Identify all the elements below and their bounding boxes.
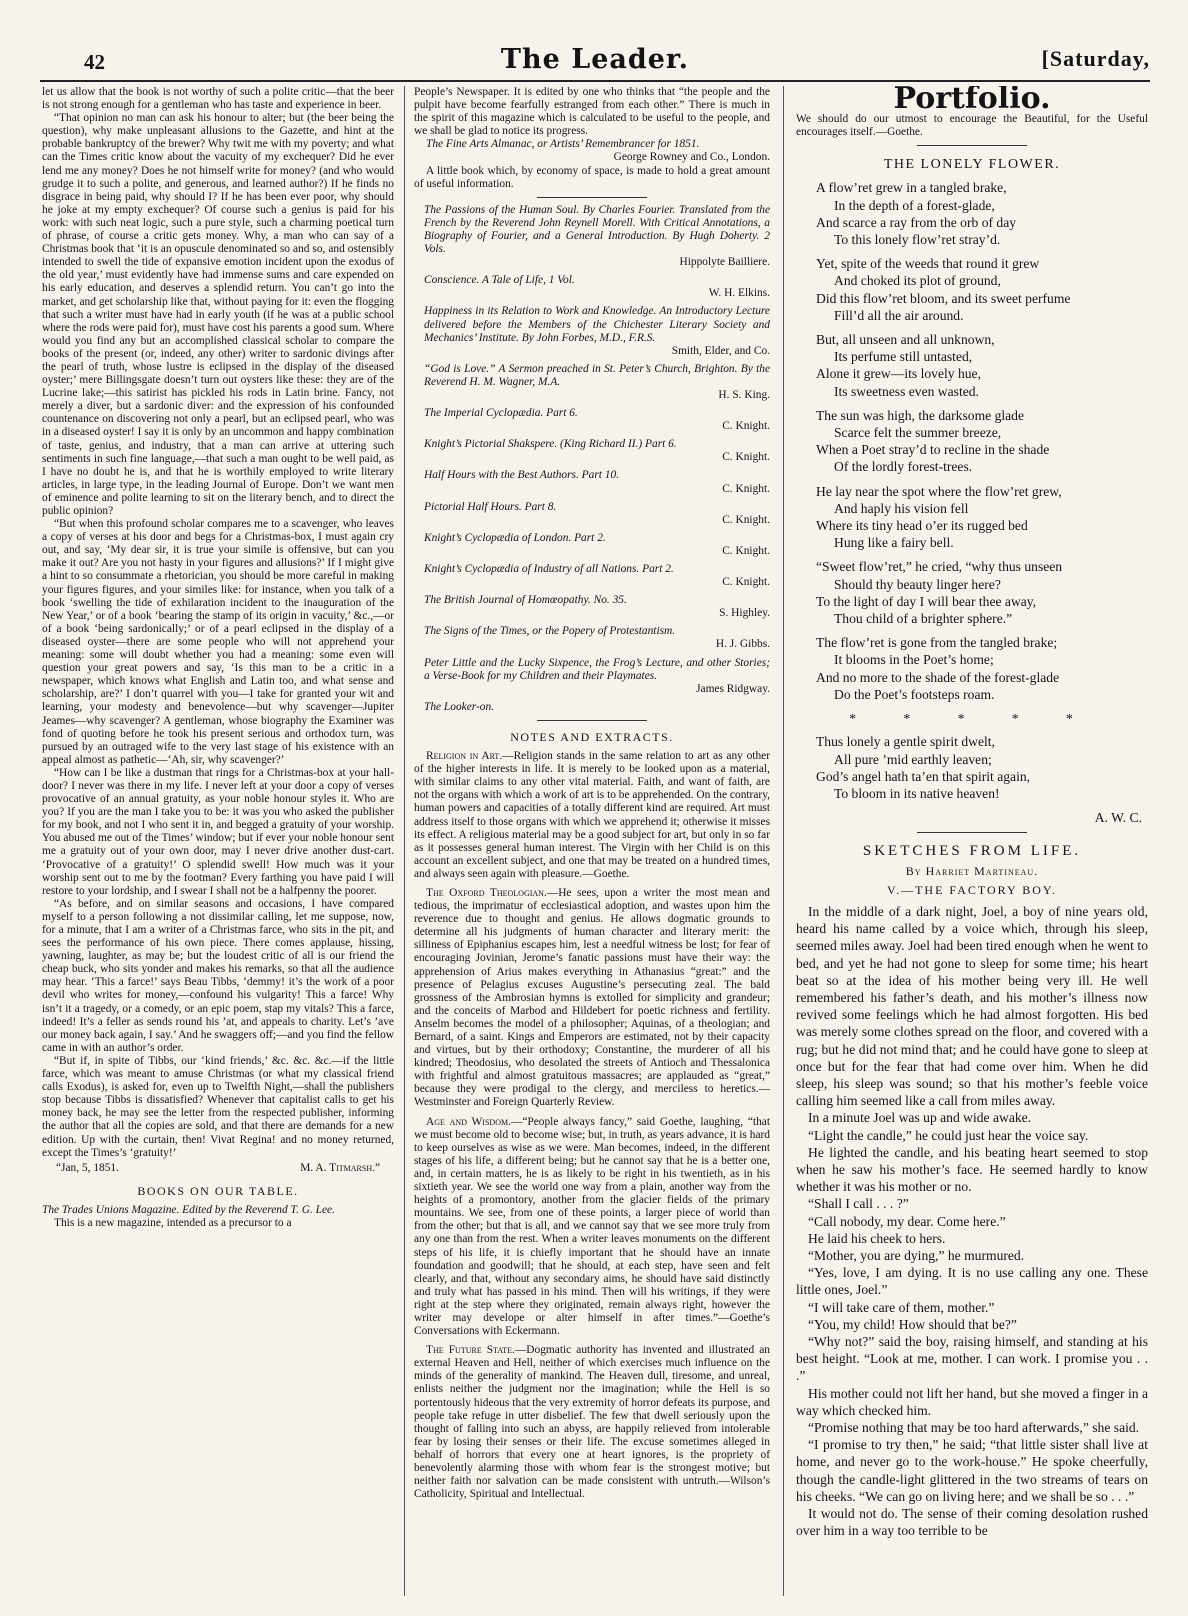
issue-day: [Saturday, (1041, 46, 1150, 71)
note-paragraph (414, 750, 770, 881)
book-entry (414, 469, 770, 495)
column-divider (404, 86, 405, 1596)
article-paragraph: “But when this profound scholar compares me to a scavenger, who leaves a copy of verses at his door and begs for a Christmas-box, I must again cry out, and say, ‘My dear sir, it is true your simile is offensive, but can you make it out? Are you not hasty in your figures and allusions?’ If I might give a hint to so consummate a rhetorician, you should be more careful in making your figures figures, and your similes like: for instance, when you talk of a book ‘swelling the tide of exhilaration incident to the inauguration of the New Year,’ or of a book ‘bearing the stamp of its origin in vacuity,’ &c.,—or of a book ‘being sardonically;’ or of a pearl eclipsed in the display of a diseased oyster—there are some people who will not apprehend your meaning: some will doubt whether you had a meaning: some even will question your great powers and say, ‘Is this man to be a critic in a newspaper, which knows what English and Latin too, and what sense and scholarship, are?’ I don’t quarrel with you—I take for granted your wit and learning, your modesty and benevolence—but why scavenger—Jupiter Jeames—why scavenger? A gentleman, whose biography the Examiner was fond of quoting before he took his present serious and orthodox turn, was pursued by an outraged wife to the very last stage of his existence with an appeal almost as pathetic—‘Ah, sir, why scavenger?’ (42, 518, 394, 766)
books-heading: BOOKS ON OUR TABLE. (137, 1183, 299, 1198)
books-list (414, 204, 770, 714)
poem-stanza (816, 331, 1148, 400)
book-title: Conscience. A Tale of Life, 1 Vol. (424, 274, 575, 287)
poem-line: And choked its plot of ground, (834, 273, 1001, 289)
header-rule (40, 80, 1150, 82)
book-title: Happiness in its Relation to Work and Knowledge. An Introductory Lecture delivered before the Members of the Chichester Literary Society and Mechanics’ Institute. By John Forbes, M.D., F.R.S. (424, 305, 770, 344)
section-rule (537, 197, 647, 198)
article-paragraph: “But if, in spite of Tibbs, our ‘kind friends,’ &c. &c. &c.—if the little farce, which was meant to amuse Christmas (or what my classical friend calls Exodus), is asked for, even up to Twelfth Night,—shall the publishers stop because Tibbs is dissatisfied? Whenever that capitalist calls to get his money back, he may see the letter from the respected publisher, informing the author that all the copies are sold, and that there are demands for a new edition. Up with the curtain, then! Vivat Regina! and no money returned, except the Times’s ‘gratuity!’ (42, 1054, 394, 1159)
poem-line: The sun was high, the darksome glade (816, 407, 1025, 423)
poem-line: Where its tiny head o’er its rugged bed (816, 518, 1028, 534)
book-title: Knight’s Cyclopædia of Industry of all Nations. Part 2. (424, 563, 674, 575)
book-entry (414, 363, 770, 402)
sketch-paragraph: He laid his cheek to hers. (808, 1230, 946, 1246)
note-paragraph (414, 887, 770, 1110)
column-three (796, 86, 1148, 1596)
books-entry: The Trades Unions Magazine. Edited by the Reverend T. G. Lee. (42, 1203, 335, 1216)
sketch-paragraph: “Promise nothing that may be too hard afterwards,” she said. (808, 1420, 1140, 1436)
book-entry (414, 532, 770, 558)
book-entry (414, 594, 770, 620)
book-publisher: Hippolyte Bailliere. (679, 256, 770, 269)
book-publisher: C. Knight. (722, 482, 770, 495)
book-title: The Signs of the Times, or the Popery of Protestantism. (424, 625, 676, 638)
poem (796, 179, 1148, 703)
notes-heading: NOTES AND EXTRACTS. (510, 729, 674, 744)
poem-line: All pure ’mid earthly leaven; (834, 751, 992, 767)
book-entry (414, 625, 770, 651)
book-publisher: C. Knight. (722, 513, 770, 526)
poem-line: When a Poet stray’d to recline in the shade (816, 442, 1050, 458)
note-body: —Religion stands in the same relation to art as any other of the higher interests in life. It is merely to be looked upon as a material, with similar claims to any other vital material. Faith, and want of faith, are not the organs with which a work of art is to be apprehended. On the contrary, human powers and capacities of a totally different kind are required. Art must address itself to those organs with which we apprehend it; otherwise it misses its effect. A religious material may be a good subject for art, but only in so far as it possesses general human interest. The Virgin with her Child is on this account an excellent subject, and one that may be treated on a hundred times, and always seen again with pleasure.—Goethe. (414, 750, 770, 880)
book-publisher: H. J. Gibbs. (715, 638, 770, 651)
books-note: This is a new magazine, intended as a precursor to a (54, 1216, 292, 1229)
sketch-paragraph: It would not do. The sense of their coming desolation rushed over him in a way too terrible to be (796, 1506, 1148, 1539)
book-entry (414, 438, 770, 464)
sketch-paragraph: “I promise to try then,” he said; “that little sister shall live at home, and never go to the work-house.” He spoke cheerfully, though the candle-light glittered in the two streams of tears on his cheeks. “We can go on living here; and we shall be so . . .” (796, 1437, 1148, 1504)
note-body: —Dogmatic authority has invented and illustrated an external Heaven and Hell, neither of which exercises much influence on the minds of the generality of mankind. The Heaven dull, tiresome, and unreal, enlists neither the judgment nor the imagination; while the Hell is so portentously hideous that the very extremity of horror defeats its purpose, and people take refuge in utter disbelief. The few that dwell seriously upon the thought of falling into such an abyss, are happily relieved from intolerable fear by losing their senses or their life. The excuse sometimes alleged in behalf of horrors that every one at heart ignores, is the propriety of benevolently alarming those with whom fear is the strongest motive; but neither faith nor salvation can be made consistent with untruth.—Wilson’s Catholicity, Spiritual and Intellectual. (414, 1344, 770, 1501)
newspaper-title: The Leader. (500, 44, 690, 75)
book-entry (414, 501, 770, 527)
poem-line: Its perfume still untasted, (834, 349, 973, 365)
sketch-text (796, 903, 1148, 1540)
masthead (40, 44, 1150, 78)
poem-stanza (816, 634, 1148, 703)
page-number: 42 (84, 50, 105, 74)
notes-list (414, 750, 770, 1501)
note-lead: Age and Wisdom. (426, 1115, 511, 1128)
poem-line: Did this flow’ret bloom, and its sweet perfume (816, 290, 1071, 306)
note-body: —He sees, upon a writer the most mean and tedious, the imprimatur of ecclesiastical adoption, and wastes upon him the reverence due to thought and genius. He allows dogmatic grounds to determine all his judgments of human character and literary merit: the silliness of Epiphanius escapes him, lest a needful witness be lost; for fear of encouraging Jovinian, Jerome’s fanatic passions must have their way: the apprehension of Arius makes everything in Athanasius “great:” and the presence of Pelagius excuses Augustine’s persecuting zeal. The bald grossness of the Ambrosian hymns is extolled for simplicity and grandeur; and the conceits of Marbod and Hildebert for poetic richness and fertility. Anselm becomes the model of a philosopher; Aquinas, of a theologian; and Bernard, of a saint. Kings and Emperors are estimated, not by their capacity and virtues, but by their orthodoxy; Constantine, the murderer of all his kindred; Theodosius, who desolated the streets of Antioch and Thessalonica with frightful and almost gratuitous massacres; are applauded as “great,” because they were prodigal to the clergy, and merciless to heretics.—Westminster and Foreign Quarterly Review. (414, 886, 770, 1109)
book-title: Knight’s Pictorial Shakspere. (King Richard II.) Part 6. (424, 438, 677, 451)
sketch-paragraph: “You, my child! How should that be?” (808, 1316, 1017, 1332)
sketch-author: By Harriet Martineau. (905, 863, 1039, 878)
note-lead: Religion in Art. (426, 750, 503, 763)
book-entry (414, 274, 770, 300)
section-rule (917, 832, 1027, 833)
sketch-title: SKETCHES FROM LIFE. (862, 843, 1082, 860)
almanac-title: The Fine Arts Almanac, or Artists’ Remembrancer for 1851. (426, 138, 700, 151)
note-paragraph (414, 1116, 770, 1339)
note-paragraph (414, 1344, 770, 1501)
poem-line: Hung like a fairy bell. (834, 535, 954, 551)
poem-line: It blooms in the Poet’s home; (834, 652, 994, 668)
poem-line: To this lonely flow’ret stray’d. (834, 232, 1001, 248)
poem-line: And haply his vision fell (834, 500, 969, 516)
poem-stanza (816, 179, 1148, 248)
book-publisher: C. Knight. (722, 451, 770, 464)
book-title: “God is Love.” A Sermon preached in St. Peter’s Church, Brighton. By the Reverend H. M. Wagner, M.A. (424, 362, 770, 388)
poem-line: Fill’d all the air around. (834, 307, 964, 323)
book-publisher: C. Knight. (722, 420, 770, 433)
column-divider (783, 86, 784, 1596)
poem-line: And scarce a ray from the orb of day (816, 214, 1017, 230)
poem-line: A flow’ret grew in a tangled brake, (816, 180, 1007, 196)
sketch-paragraph: “Shall I call . . . ?” (808, 1196, 909, 1212)
book-title: Pictorial Half Hours. Part 8. (424, 500, 557, 513)
poem-stanza (816, 255, 1148, 324)
book-publisher: James Ridgway. (696, 682, 770, 695)
book-publisher: H. S. King. (718, 388, 770, 401)
signoff-date: “Jan, 5, 1851. (56, 1161, 119, 1174)
poem-stanza (816, 407, 1148, 476)
poem-line: Should thy beauty linger here? (834, 576, 1001, 592)
poem-line: God’s angel hath ta’en that spirit again, (816, 768, 1031, 784)
poem-line: But, all unseen and all unknown, (816, 332, 995, 348)
book-publisher: C. Knight. (722, 544, 770, 557)
book-entry (414, 407, 770, 433)
note-lead: The Future State. (426, 1344, 515, 1357)
sketch-paragraph: He lighted the candle, and his beating heart seemed to stop when he saw his mother’s face. He seemed hardly to know whether it was his mother or no. (796, 1144, 1148, 1195)
poem-line: And no more to the shade of the forest-glade (816, 669, 1060, 685)
poem-line: He lay near the spot where the flow’ret grew, (816, 483, 1062, 499)
section-rule (537, 720, 647, 721)
sketch-paragraph: In the middle of a dark night, Joel, a boy of nine years old, heard his name called by a voice which, through his sleep, seemed miles away. Joel had been tired enough when he went to bed, and yet he had not gone to sleep for some time; his heart beat so at the idea of his mother being very ill. He well remembered his father’s death, and his mother’s illness now revived some feelings which he had almost forgotten. His bed was merely some clothes spread on the floor, and covered with a rug; but he did not mind that; and he could have gone to sleep at once but for the fear that had come over him. When he did sleep, his sleep was sound; so that his mother’s feeble voice calling him seemed like a call from miles away. (796, 903, 1148, 1109)
book-title: The Imperial Cyclopædia. Part 6. (424, 407, 578, 420)
portfolio-title: Portfolio. (893, 86, 1051, 116)
book-title: The British Journal of Homœopathy. No. 35. (424, 594, 627, 607)
note-lead: The Oxford Theologian. (426, 886, 547, 899)
poem-line: Thou child of a brighter sphere.” (834, 611, 1013, 627)
almanac-note: A little book which, by economy of space, is made to hold a great amount of useful information. (414, 164, 770, 190)
poem-line: In the depth of a forest-glade, (834, 197, 995, 213)
book-entry (414, 204, 770, 269)
poem-line: Do the Poet’s footsteps roam. (834, 686, 995, 702)
column-one (42, 86, 394, 1596)
book-entry (414, 701, 770, 714)
poem-line: To the light of day I will bear thee away, (816, 593, 1037, 609)
poem-line: Its sweetness even wasted. (834, 383, 979, 399)
section-rule (917, 145, 1027, 146)
poem-signature: A. W. C. (1094, 810, 1142, 826)
portfolio-motto: We should do our utmost to encourage the Beautiful, for the Useful encourages itself.—Goethe. (796, 113, 1148, 139)
sketch-paragraph: “Light the candle,” he could just hear the voice say. (808, 1127, 1089, 1143)
article-paragraph: “As before, and on similar seasons and occasions, I have compared myself to a person following a not dissimilar calling, let me suppose, now, for a minute, that I am a writer of a Christmas farce, who sits in the pit, and sees the performance of his own piece. There comes applause, hissing, yawning, laughter, as may be; but the loudest critic of all is our friend the cheap buck, who sits yonder and makes his remarks, so that all the audience may hear. ‘This a farce!’ says Beau Tibbs, ‘demmy! it’s the work of a poor devil who writes for money,—confound his vulgarity! This a farce! Why isn’t it a tragedy, or a comedy, or an epic poem, stap my vitals? This a farce, indeed! It’s a feller as sends round his ’at, and appeals to charity. Let’s ’ave our money back again, I say.’ And he swaggers off;—and you find the fellow came in with an author’s order. (42, 897, 394, 1054)
sketch-paragraph: His mother could not lift her hand, but she moved a finger in a way which checked him. (796, 1385, 1148, 1418)
book-entry (414, 657, 770, 696)
article-paragraph: “How can I be like a dustman that rings for a Christmas-box at your hall-door? I never was there in my life. I never left at your door a copy of verses provocative of an annual gratuity, as your noble honour styles it. Who are you? If you are the man I take you to be: it was you who asked the publisher for my book, and not I who sent it in, and begged a gratuity of your worship. You abused me out of the Times’ window; but if ever your noble honour sent me a gratuity out of your own door, may I never drive another dust-cart. ‘Provocative of a gratuity!’ O splendid swell! How much was it your worship sent out to me by the footman? Every farthing you have paid I will restore to your lordship, and I swear I shall not be a halfpenny the poorer. (42, 766, 394, 897)
poem-stanza (816, 483, 1148, 552)
poem-line: The flow’ret is gone from the tangled brake; (816, 635, 1058, 651)
sketch-subtitle: V.—THE FACTORY BOY. (886, 882, 1058, 897)
poem-line: Alone it grew—its lovely hue, (816, 366, 981, 382)
poem-line: Of the lordly forest-trees. (834, 459, 973, 475)
sketch-paragraph: “Call nobody, my dear. Come here.” (808, 1213, 1006, 1229)
poem-line: Thus lonely a gentle spirit dwelt, (816, 734, 995, 750)
poem-stanza (816, 558, 1148, 627)
sketch-paragraph: “I will take care of them, mother.” (808, 1299, 995, 1315)
sketch-paragraph: “Yes, love, I am dying. It is no use calling any one. These little ones, Joel.” (796, 1265, 1148, 1298)
book-publisher: Smith, Elder, and Co. (671, 344, 770, 357)
poem-final-stanza (816, 733, 1148, 802)
article-paragraph: let us allow that the book is not worthy of such a polite critic—that the beer is not strong enough for a gentleman who has taste and experience in beer. (42, 86, 394, 112)
sketch-paragraph: In a minute Joel was up and wide awake. (808, 1110, 1032, 1126)
sketch-paragraph: “Mother, you are dying,” he murmured. (808, 1247, 1025, 1263)
poem-stars: * * * * * (849, 711, 1095, 727)
poem-line: “Sweet flow’ret,” he cried, “why thus unseen (816, 559, 1063, 575)
article-paragraph: “That opinion no man can ask his honour to alter; but (the beer being the question), why make unpleasant allusions to the Gazette, and hint at the probable bankruptcy of the brewer? Why twit me with my poverty; and what can the Times critic know about the vacuity of my exchequer? Did he ever lend me any money? Does he not himself write for money? (and who would grudge it to such a polite, and generous, and learned author?) If he finds no disgrace in being paid, why should I? If he has been ever poor, why should he joke at my empty exchequer? Of course such a genius is paid for his work: with such neat logic, such a pure style, such a charming poetical turn of phrase, of course a critic gets money. Why, a man who can say of a Christmas book that ‘it is an opuscule denominated so and so, and ostensibly intended to swell the tide of expansive emotion incident upon the exodus of the old year,’ must evidently have had immense sums and care expended on his early education, and deserves a splendid return. You can’t go into the market, and get scholarship like that, without paying for it: even the flogging that such a writer must have had in early youth (if he was at a public school where the rods were paid for), must have cost his parents a good sum. Where would you find any but an accomplished classical scholar to compare the books of the present (or, indeed, any other) writer to sardonic divings after the pearl of truth, whose lustre is eclipsed in the display of the diseased oyster;’ mere Billingsgate doesn’t turn out oysters like these: they are of the Lucrine lake;—this satirist has pickled his rods in Latin brine. Fancy, not merely a diver, but a sardonic diver: and the expression of his confounded countenance on discovering not only a pearl, but an eclipsed pearl, who was in a diseased oyster! I say it is only by an uncommon and happy combination of taste, genius, and industry, that a man can arrive at uttering such sentiments in such fine language,—that such a man ought to be well paid, as I have no doubt he is, and that he is worthily employed to write literary articles, in large type, in the leading Journal of Europe. Don’t we want men of eminence and polite learning to sit on the literary bench, and to direct the public opinion? (42, 112, 394, 517)
book-publisher: W. H. Elkins. (708, 287, 770, 300)
book-title: Knight’s Cyclopædia of London. Part 2. (424, 531, 606, 544)
book-title: Half Hours with the Best Authors. Part 10. (424, 469, 620, 482)
book-entry (414, 305, 770, 357)
signoff (56, 1162, 380, 1175)
poem-line: Scarce felt the summer breeze, (834, 425, 1002, 441)
poem-title: THE LONELY FLOWER. (883, 157, 1061, 173)
magazine-intro: People’s Newspaper. It is edited by one who thinks that “the people and the pulpit have become fearfully estranged from each other.” There is much in the spirit of this magazine which is calculated to be useful to the people, and we shall be glad to notice its progress. (414, 86, 770, 138)
book-title: Peter Little and the Lucky Sixpence, the Frog’s Lecture, and other Stories; a Verse-Book for my Children and their Playmates. (424, 656, 770, 682)
column-two (414, 86, 770, 1596)
book-publisher: S. Highley. (719, 607, 770, 620)
book-publisher: C. Knight. (722, 576, 770, 589)
book-title: The Looker-on. (424, 700, 495, 713)
poem-line: To bloom in its native heaven! (834, 785, 1000, 801)
almanac-publisher: George Rowney and Co., London. (613, 151, 770, 164)
poem-line: Yet, spite of the weeds that round it grew (816, 256, 1040, 272)
book-entry (414, 563, 770, 589)
note-body: —“People always fancy,” said Goethe, laughing, “that we must become old to become wise; but, in truth, as years advance, it is hard to keep ourselves as wise as we were. Man becomes, indeed, in the different stages of his life, a different being; but he cannot say that he is a better one, and, in certain matters, he is as likely to be right in his twentieth, as in his sixtieth year. We see the world one way from a plain, another way from the heights of a promontory, another from the glacier fields of the primary mountains. We see, from one of these points, a larger piece of world than from the other; but that is all, and we cannot say that we see more truly from any one than from the rest. When a writer leaves monuments on the different steps of his life, it is chiefly important that he should have an innate foundation and goodwill; that he should, at each step, have seen and felt clearly, and that, without any secondary aims, he should have said distinctly and truly what has passed in his mind. Then will his writings, if they were right at the step where they originated, remain always right, however the writer may develope or alter himself in after times.”—Goethe’s Conversations with Eckermann. (414, 1115, 770, 1338)
signoff-name: M. A. Titmarsh.” (300, 1161, 380, 1174)
sketch-paragraph: “Why not?” said the boy, raising himself, and standing at his best height. “Look at me, mother. I can work. I promise you . . .” (796, 1334, 1148, 1384)
book-title: The Passions of the Human Soul. By Charles Fourier. Translated from the French by the Reverend John Reynell Morell. With Critical Annotations, a Biography of Fourier, and a General Introduction. By Hugh Doherty. 2 Vols. (424, 203, 770, 256)
